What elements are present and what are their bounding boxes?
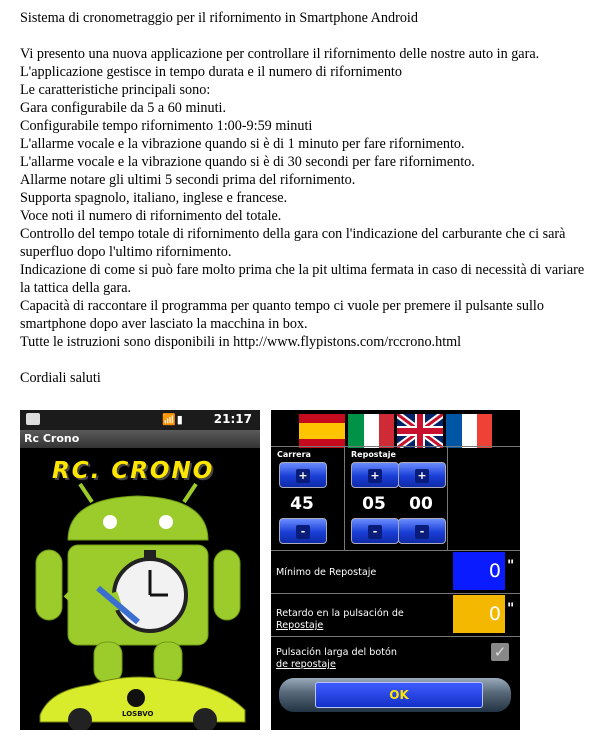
ok-button[interactable]: OK bbox=[315, 682, 483, 708]
divider bbox=[271, 550, 520, 551]
plus-icon: + bbox=[296, 469, 310, 483]
paragraph: Supporta spagnolo, italiano, inglese e francese. bbox=[20, 190, 288, 206]
closing: Cordiali saluti bbox=[20, 370, 101, 386]
plus-icon: + bbox=[368, 469, 382, 483]
pulsacion-label-line2: de repostaje bbox=[276, 659, 336, 670]
paragraph: Capacità di raccontare il programma per quanto tempo ci vuole per premere il pulsante sullo smartphone dopo aver lasciato la macchina in box. bbox=[20, 298, 544, 332]
document-title: Sistema di cronometraggio per il rifornimento in Smartphone Android bbox=[20, 10, 418, 26]
document-body bbox=[20, 9, 586, 387]
spain-flag[interactable] bbox=[299, 414, 345, 448]
carrera-minus-button[interactable] bbox=[279, 518, 327, 544]
paragraph: L'allarme vocale e la vibrazione quando si è di 30 secondi per fare rifornimento. bbox=[20, 154, 475, 170]
retardo-label-line2: Repostaje bbox=[276, 620, 324, 631]
divider bbox=[271, 446, 520, 447]
pulsacion-label-line1: Pulsación larga del botón bbox=[276, 647, 397, 658]
minimo-label: Mínimo de Repostaje bbox=[276, 567, 377, 578]
minimo-input[interactable]: 0 bbox=[453, 552, 505, 590]
car-badge: LOSBVO bbox=[122, 710, 154, 718]
signal-icon: 📶▮ bbox=[162, 413, 184, 426]
app-logo: RC. CRONO bbox=[52, 458, 215, 484]
repostaje-sec-plus-button[interactable] bbox=[398, 462, 446, 488]
phone-screenshot bbox=[20, 410, 260, 730]
italy-flag[interactable] bbox=[348, 414, 394, 448]
paragraph: Voce noti il numero di rifornimento del totale. bbox=[20, 208, 282, 224]
repostaje-sec-value: 00 bbox=[409, 494, 433, 514]
status-time: 21:17 bbox=[213, 412, 252, 426]
paragraph: Gara configurabile da 5 a 60 minuti. bbox=[20, 100, 227, 116]
repostaje-min-minus-button[interactable] bbox=[351, 518, 399, 544]
minus-icon: - bbox=[296, 525, 310, 539]
ok-button-frame bbox=[279, 678, 511, 712]
pulsacion-checkbox[interactable]: ✓ bbox=[491, 643, 509, 661]
paragraph: Allarme notare gli ultimi 5 secondi prima del rifornimento. bbox=[20, 172, 356, 188]
android-stopwatch-illustration bbox=[20, 410, 260, 730]
paragraph: Indicazione di come si può fare molto prima che la pit ultima fermata in caso di necessità di variare la tattica della gara. bbox=[20, 262, 585, 296]
minus-icon: - bbox=[368, 525, 382, 539]
repostaje-sec-minus-button[interactable] bbox=[398, 518, 446, 544]
carrera-plus-button[interactable] bbox=[279, 462, 327, 488]
repostaje-min-plus-button[interactable] bbox=[351, 462, 399, 488]
app-title: Rc Crono bbox=[20, 430, 260, 448]
paragraph: L'allarme vocale e la vibrazione quando si è di 1 minuto per fare rifornimento. bbox=[20, 136, 465, 152]
retardo-input[interactable]: 0 bbox=[453, 595, 505, 633]
paragraph: Controllo del tempo totale di rifornimento della gara con l'indicazione del carburante che ci sarà superfluo dopo l'ultimo rifornimento. bbox=[20, 226, 566, 260]
divider bbox=[271, 636, 520, 637]
repostaje-min-value: 05 bbox=[362, 494, 386, 514]
retardo-label-line1: Retardo en la pulsación de bbox=[276, 608, 404, 619]
pulsacion-label bbox=[276, 647, 397, 671]
carrera-label: Carrera bbox=[277, 450, 311, 459]
minimo-unit: " bbox=[507, 558, 515, 574]
paragraph: Tutte le istruzioni sono disponibili in http://www.flypistons.com/rccrono.html bbox=[20, 334, 462, 350]
divider bbox=[344, 446, 345, 550]
paragraph: Vi presento una nuova applicazione per controllare il rifornimento delle nostre auto in gara. bbox=[20, 46, 540, 62]
plus-icon: + bbox=[415, 469, 429, 483]
divider bbox=[447, 446, 448, 550]
settings-panel bbox=[271, 410, 520, 730]
paragraph: Le caratteristiche principali sono: bbox=[20, 82, 211, 98]
paragraph: L'applicazione gestisce in tempo durata e il numero di rifornimento bbox=[20, 64, 402, 80]
uk-flag[interactable] bbox=[397, 414, 443, 448]
carrera-value: 45 bbox=[290, 494, 314, 514]
retardo-label bbox=[276, 608, 404, 632]
retardo-unit: " bbox=[507, 601, 515, 617]
france-flag[interactable] bbox=[446, 414, 492, 448]
repostaje-label: Repostaje bbox=[351, 450, 396, 459]
paragraph: Configurabile tempo rifornimento 1:00-9:59 minuti bbox=[20, 118, 313, 134]
minus-icon: - bbox=[415, 525, 429, 539]
divider bbox=[271, 593, 520, 594]
